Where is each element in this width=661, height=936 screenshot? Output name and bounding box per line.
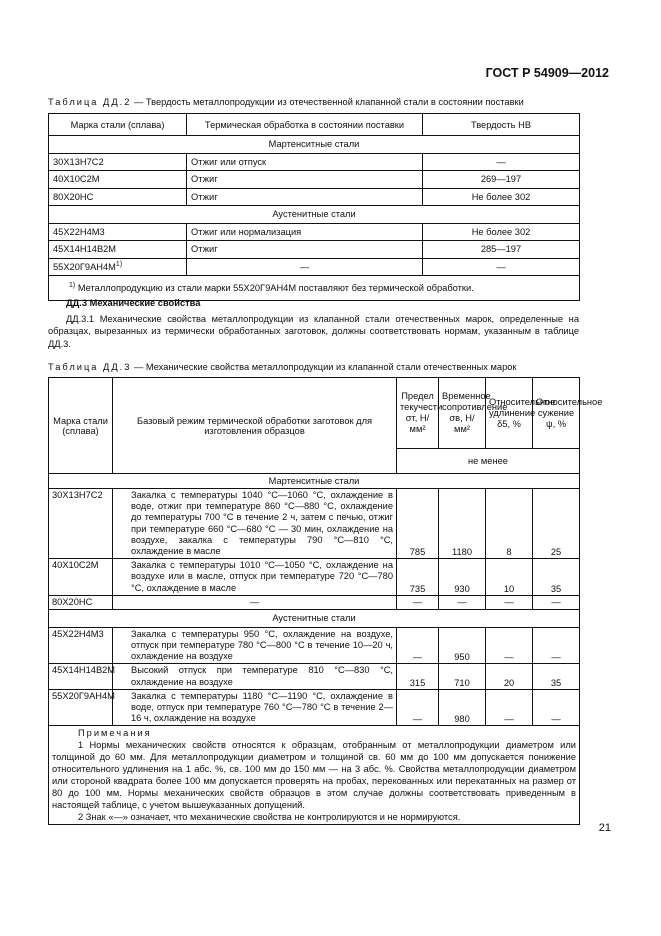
hardness: Не более 302 xyxy=(423,188,580,206)
hardness: 269—197 xyxy=(423,171,580,189)
hardness: 285—197 xyxy=(423,241,580,259)
reduction: — xyxy=(533,689,580,726)
table-row xyxy=(49,171,580,189)
treatment: — xyxy=(187,258,423,276)
table3 xyxy=(48,377,603,825)
table2-header-hardness: Твердость НВ xyxy=(423,114,580,136)
table2 xyxy=(48,113,580,301)
yield: — xyxy=(397,595,439,609)
table2-header-grade: Марка стали (сплава) xyxy=(49,114,187,136)
elongation: — xyxy=(486,595,533,609)
treatment: Отжиг xyxy=(187,188,423,206)
table2-group-austenitic: Аустенитные стали xyxy=(49,206,580,224)
note-1: 1 Нормы механических свойств относятся к образцам, отобранным от металлопродукции диаметром или толщиной до 60 мм. Для металлопродукции диаметром и толщиной св. 60 мм до 100 мм допускается понижение относительного удлинения на 1 абс. %, св. 100 мм до 150 мм — на 3 абс. %. Свойства металлопродукции диаметром или стороной квадрата более 100 мм допускается проверять на пробах, перекованных или перекатанных на размер от 80 до 100 мм. Нормы механических свойств образцов в этом случае должны соответствовать приведенным в настоящей таблице, с учетом вышеуказанных допущений. xyxy=(52,740,576,811)
regime: Закалка с температуры 1040 °С—1060 °С, охлаждение в воде, отжиг при температуре 860 °С—880 °С, охлаждение до температуры 700 °С в течение 2 ч, затем с печью, отжиг при температуре 660 °С—680 °С — 30 мин, охлаждение на воздухе, закалка с температуры 790 °С—810 °С, охлаждение в масле xyxy=(113,489,397,559)
table3-header-reduction: Относительное сужение ψ, % xyxy=(533,378,580,449)
grade: 45Х22Н4М3 xyxy=(49,627,113,664)
reduction: 35 xyxy=(533,664,580,689)
elongation: 8 xyxy=(486,489,533,559)
treatment: Отжиг xyxy=(187,171,423,189)
yield: — xyxy=(397,627,439,664)
yield: 315 xyxy=(397,664,439,689)
grade: 80Х20НС xyxy=(49,595,113,609)
elongation: — xyxy=(486,689,533,726)
grade-text: 55Х20Г9АН4М xyxy=(53,262,116,273)
table3-header-regime: Базовый режим термической обработки заготовок для изготовления образцов xyxy=(113,378,397,474)
table-row xyxy=(49,188,580,206)
yield: — xyxy=(397,689,439,726)
footnote-text: Металлопродукцию из стали марки 55Х20Г9АН4М поставляют без термической обработки. xyxy=(75,283,474,294)
table3-group-martensitic: Мартенситные стали xyxy=(49,474,580,489)
table3-header-tensile: Временное сопротивление σв, Н/мм² xyxy=(439,378,486,449)
table3-header-elongation: Относительное удлинение δ5, % xyxy=(486,378,533,449)
table-row xyxy=(49,223,580,241)
table2-caption-lead: Таблица ДД.2 xyxy=(48,97,132,107)
regime: — xyxy=(113,595,397,609)
grade: 40Х10С2М xyxy=(49,559,113,596)
reduction: 35 xyxy=(533,559,580,596)
tensile: 930 xyxy=(439,559,486,596)
tensile: 710 xyxy=(439,664,486,689)
table-row xyxy=(49,559,580,596)
treatment: Отжиг или нормализация xyxy=(187,223,423,241)
tensile: — xyxy=(439,595,486,609)
regime: Закалка с температуры 950 °С, охлаждение на воздухе, отпуск при температуре 780 °С—800 °С в течение 10—20 ч, охлаждение на воздухе xyxy=(113,627,397,664)
grade xyxy=(49,258,187,276)
table3-group-austenitic: Аустенитные стали xyxy=(49,609,580,627)
reduction: 25 xyxy=(533,489,580,559)
tensile: 980 xyxy=(439,689,486,726)
table-row xyxy=(49,241,580,259)
grade: 45Х22Н4М3 xyxy=(49,223,187,241)
document-header: ГОСТ Р 54909—2012 xyxy=(485,66,609,80)
page-number: 21 xyxy=(598,822,611,834)
grade: 40Х10С2М xyxy=(49,171,187,189)
hardness: — xyxy=(423,258,580,276)
table-row xyxy=(49,689,580,726)
grade: 45Х14Н14В2М xyxy=(49,664,113,689)
yield: 735 xyxy=(397,559,439,596)
table2-group-martensitic: Мартенситные стали xyxy=(49,136,580,154)
footnote-mark: 1) xyxy=(69,282,76,290)
grade: 80Х20НС xyxy=(49,188,187,206)
table2-footnote xyxy=(49,276,580,301)
table3-caption xyxy=(48,362,517,372)
table3-caption-text: — Механические свойства металлопродукции из клапанной стали отечественных марок xyxy=(131,362,517,372)
grade: 30Х13Н7С2 xyxy=(49,153,187,171)
grade: 55Х20Г9АН4М xyxy=(49,689,113,726)
hardness: Не более 302 xyxy=(423,223,580,241)
treatment: Отжиг или отпуск xyxy=(187,153,423,171)
table-row xyxy=(49,489,580,559)
regime: Закалка с температуры 1180 °С—1190 °С, охлаждение в воде, отпуск при температуре 760 °С—780 °С в течение 2—16 ч, охлаждение на воздухе xyxy=(113,689,397,726)
table-row xyxy=(49,258,580,276)
table2-caption xyxy=(48,97,524,107)
table3-notes xyxy=(49,726,580,825)
footnote-ref: 1) xyxy=(115,261,123,269)
hardness: — xyxy=(423,153,580,171)
regime: Высокий отпуск при температуре 810 °С—830 °С, охлаждение на воздухе xyxy=(113,664,397,689)
elongation: 20 xyxy=(486,664,533,689)
yield: 785 xyxy=(397,489,439,559)
reduction: — xyxy=(533,627,580,664)
elongation: 10 xyxy=(486,559,533,596)
treatment: Отжиг xyxy=(187,241,423,259)
section-paragraph: ДД.3.1 Механические свойства металлопродукции из клапанной стали отечественных марок, определенные на образцах, вырезанных из термически обработанных заготовок, должны соответствовать нормам, указанным в таблице ДД.3. xyxy=(48,314,579,349)
table2-caption-text: — Твердость металлопродукции из отечественной клапанной стали в состоянии поставки xyxy=(131,97,524,107)
reduction: — xyxy=(533,595,580,609)
tensile: 950 xyxy=(439,627,486,664)
table-row xyxy=(49,627,580,664)
notes-title: Примечания xyxy=(78,728,152,739)
elongation: — xyxy=(486,627,533,664)
table3-header-yield: Предел текучести σт, Н/мм² xyxy=(397,378,439,449)
table3-header-min: не менее xyxy=(397,449,580,474)
tensile: 1180 xyxy=(439,489,486,559)
table-row xyxy=(49,664,580,689)
table-row xyxy=(49,595,580,609)
note-2: 2 Знак «—» означает, что механические свойства не контролируются и не нормируются. xyxy=(78,812,461,823)
table2-header-treatment: Термическая обработка в состоянии поставки xyxy=(187,114,423,136)
section-title: ДД.3 Механические свойства xyxy=(66,298,201,308)
table-row xyxy=(49,153,580,171)
regime: Закалка с температуры 1010 °С—1050 °С, охлаждение на воздухе или в масле, отпуск при температуре 720 °С—780 °С, охлаждение в масле xyxy=(113,559,397,596)
grade: 30Х13Н7С2 xyxy=(49,489,113,559)
grade: 45Х14Н14В2М xyxy=(49,241,187,259)
table3-header-grade: Марка стали (сплава) xyxy=(49,378,113,474)
table3-caption-lead: Таблица ДД.3 xyxy=(48,362,132,372)
